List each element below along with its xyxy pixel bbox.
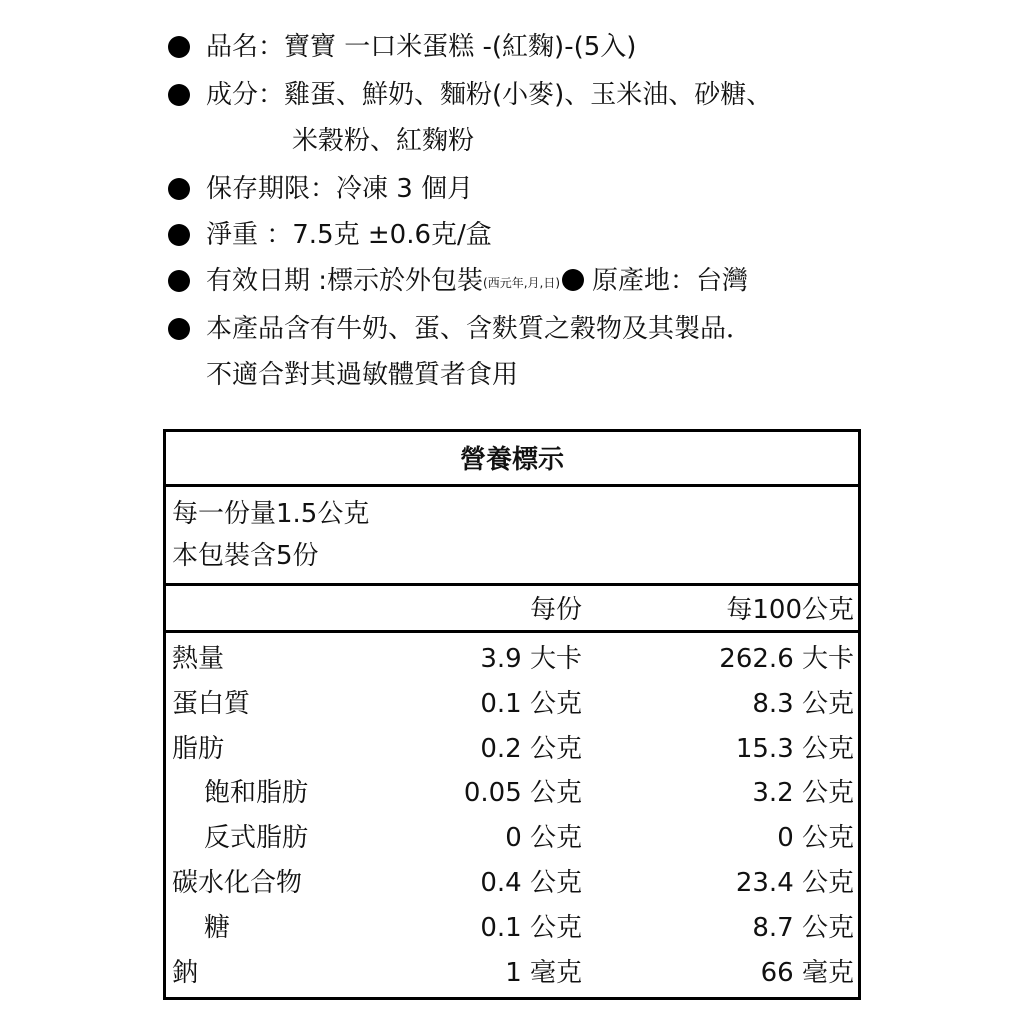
per-100g-value: 0 公克 [777,823,854,854]
ingredients-item [166,72,886,164]
per-serving-value: 0 公克 [505,823,582,854]
per-100g-value: 23.4 公克 [735,867,854,898]
net-weight: 淨重 ：7.5克 ±0.6克/盒 [206,220,492,250]
product-name-item [166,24,886,70]
bullet-icon [168,224,190,246]
per-serving-header: 每份 [529,595,582,625]
nutrition-column-header [166,586,858,633]
table-row [166,951,858,996]
per-serving-value: 0.1 公克 [480,912,582,943]
bullet-icon [168,270,190,292]
table-row [166,771,858,816]
nutrient-label: 鈉 [172,957,199,988]
bullet-icon [168,318,190,340]
bullet-icon [168,178,190,200]
ingredients-line-2: 米穀粉、紅麴粉 [292,126,475,156]
origin: 原產地：台灣 [592,266,749,296]
table-row [166,682,858,727]
product-name: 品名：寶寶 一口米蛋糕 -(紅麴)-(5入) [206,32,637,62]
product-info-list [166,24,886,398]
per-serving-value: 0.2 公克 [480,733,582,764]
shelf-life: 保存期限：冷凍 3 個月 [206,174,474,204]
allergen-item [166,306,886,398]
nutrient-label: 碳水化合物 [172,867,303,898]
per-100g-value: 15.3 公克 [735,733,854,764]
table-row [166,861,858,906]
table-row [166,727,858,772]
serving-size: 每一份量1.5公克 [172,499,370,529]
bullet-icon [168,36,190,58]
serving-info [166,487,858,586]
per-100g-value: 3.2 公克 [752,778,854,809]
shelf-life-item [166,166,886,212]
bullet-icon [562,269,584,291]
per-100g-value: 262.6 大卡 [719,644,854,674]
per-serving-value: 0.05 公克 [463,778,582,809]
table-row [166,906,858,951]
ingredients-line-1: 成分：雞蛋、鮮奶、麵粉(小麥)、玉米油、砂糖、 [206,80,773,110]
per-100g-header: 每100公克 [726,595,854,625]
expiry-item [166,258,886,306]
net-weight-item [166,212,886,258]
nutrient-label: 脂肪 [172,733,225,764]
nutrient-label: 反式脂肪 [204,823,309,854]
per-100g-value: 8.7 公克 [752,912,854,943]
per-100g-value: 66 毫克 [760,957,854,988]
nutrition-rows [166,633,858,995]
expiry-date: 有效日期 :標示於外包裝 [206,266,484,296]
table-row [166,637,858,682]
nutrition-facts-table [163,429,861,1000]
allergen-line-2: 不適合對其過敏體質者食用 [206,360,519,390]
table-row [166,816,858,861]
nutrient-label: 熱量 [172,644,225,674]
expiry-date-note: (西元年,月,日) [483,276,561,290]
per-100g-value: 8.3 公克 [752,688,854,719]
bullet-icon [168,84,190,106]
per-serving-value: 0.4 公克 [480,867,582,898]
per-serving-value: 3.9 大卡 [480,644,582,674]
servings-per-pack: 本包裝含5份 [172,541,319,571]
nutrient-label: 糖 [204,912,231,943]
per-serving-value: 0.1 公克 [480,688,582,719]
nutrient-label: 飽和脂肪 [204,778,309,809]
per-serving-value: 1 毫克 [505,957,582,988]
allergen-line-1: 本產品含有牛奶、蛋、含麩質之穀物及其製品． [206,314,753,344]
nutrient-label: 蛋白質 [172,688,251,719]
nutrition-title: 營養標示 [166,432,858,487]
